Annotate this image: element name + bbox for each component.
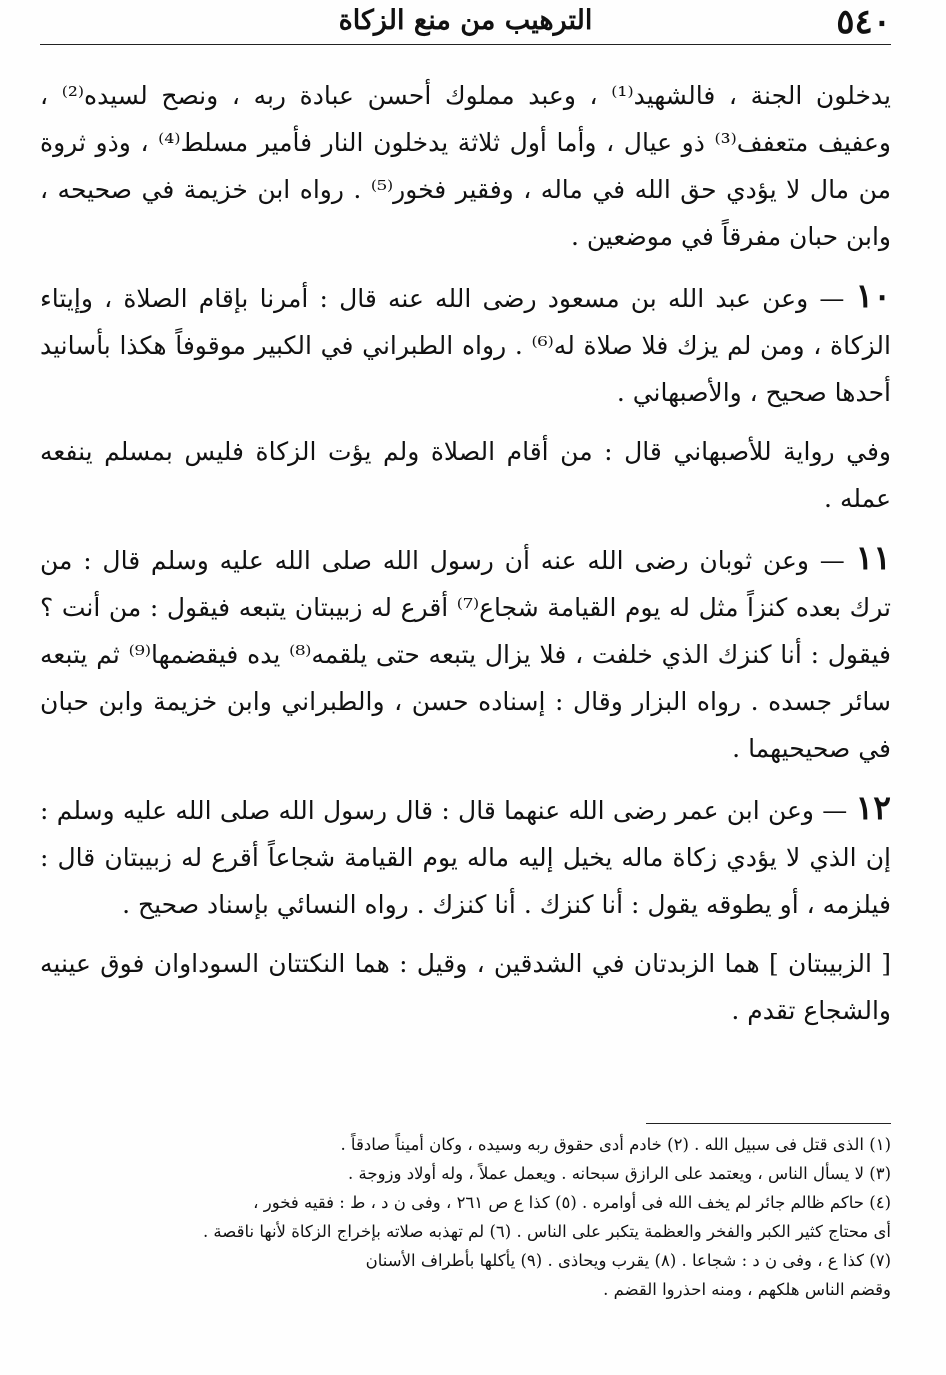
- gloss-paragraph: [ الزبيبتان ] هما الزبدتان في الشدقين ، وقيل : هما النكتتان السوداوان فوق عينيه والشجاع تقدم .: [40, 949, 891, 1025]
- hadith-11: [40, 534, 891, 772]
- footnote-divider: [646, 1123, 891, 1124]
- footnotes: [40, 1130, 891, 1304]
- main-text: [40, 72, 891, 1046]
- hadith-number: ١١: [855, 538, 891, 577]
- hadith-text: — وعن ثوبان رضى الله عنه أن رسول الله صلى الله عليه وسلم قال : من ترك بعده كنزاً مثل له يوم القيامة شجاع⁽⁷⁾ أقرع له زبيبتان يتبعه فيقول : من أنت ؟ فيقول : أنا كنزك الذي خلفت ، فلا يزال يتبعه حتى يلقمه⁽⁸⁾ يده فيقضمها⁽⁹⁾ ثم يتبعه سائر جسده . رواه البزار وقال : إسناده حسن ، والطبراني وابن خزيمة وابن حبان في صحيحيهما .: [40, 546, 891, 763]
- hadith-number: ١٠: [855, 276, 891, 315]
- paragraph-asbahani: وفي رواية للأصبهاني قال : من أقام الصلاة ولم يؤت الزكاة فليس بمسلم ينفعه عمله .: [40, 437, 891, 513]
- hadith-12: [40, 784, 891, 928]
- page-number: ٥٤٠: [836, 2, 891, 42]
- footnote-line: (١) الذى قتل فى سبيل الله . (٢) خادم أدى حقوق ربه وسيده ، وكان أميناً صادقاً .: [340, 1135, 891, 1154]
- hadith-text: — وعن ابن عمر رضى الله عنهما قال : قال رسول الله صلى الله عليه وسلم : إن الذي لا يؤدي زكاة ماله يخيل إليه ماله يوم القيامة شجاعاً أقرع له زبيبتان قال : فيلزمه ، أو يطوقه يقول : أنا كنزك . أنا كنزك . رواه النسائي بإسناد صحيح .: [40, 796, 891, 919]
- hadith-text: — وعن عبد الله بن مسعود رضى الله عنه قال : أمرنا بإقام الصلاة ، وإيتاء الزكاة ، ومن لم يزك فلا صلاة له⁽⁶⁾ . رواه الطبراني في الكبير موقوفاً هكذا بأسانيد أحدها صحيح ، والأصبهاني .: [40, 284, 891, 407]
- running-title: الترهيب من منع الزكاة: [338, 5, 593, 36]
- footnote-line: وقضم الناس هلكهم ، ومنه احذروا القضم .: [603, 1280, 891, 1299]
- footnote-line: أى محتاج كثير الكبر والفخر والعظمة يتكبر على الناس . (٦) لم تهذبه صلاته بإخراج الزكاة لأنها ناقصة .: [202, 1222, 891, 1241]
- hadith-number: ١٢: [855, 788, 891, 827]
- footnote-line: (٧) كذا ع ، وفى ن د : شجاعا . (٨) يقرب ويحاذى . (٩) يأكلها بأطراف الأسنان: [365, 1251, 891, 1270]
- hadith-10: [40, 272, 891, 416]
- page-header: [40, 0, 891, 45]
- paragraph-continuation: يدخلون الجنة ، فالشهيد⁽¹⁾ ، وعبد مملوك أحسن عبادة ربه ، ونصح لسيده⁽²⁾ ، وعفيف متعفف⁽³⁾ ذو عيال ، وأما أول ثلاثة يدخلون النار فأمير مسلط⁽⁴⁾ ، وذو ثروة من مال لا يؤدي حق الله في ماله ، وفقير فخور⁽⁵⁾ . رواه ابن خزيمة في صحيحه ، وابن حبان مفرقاً في موضعين .: [40, 81, 892, 251]
- footnote-line: (٤) حاكم ظالم جائر لم يخف الله فى أوامره . (٥) كذا ع ص ٢٦١ ، وفى ن د ، ط : فقيه فخور ،: [253, 1193, 891, 1212]
- footnote-line: (٣) لا يسأل الناس ، ويعتمد على الرازق سبحانه . ويعمل عملاً ، وله أولاد وزوجة .: [348, 1164, 891, 1183]
